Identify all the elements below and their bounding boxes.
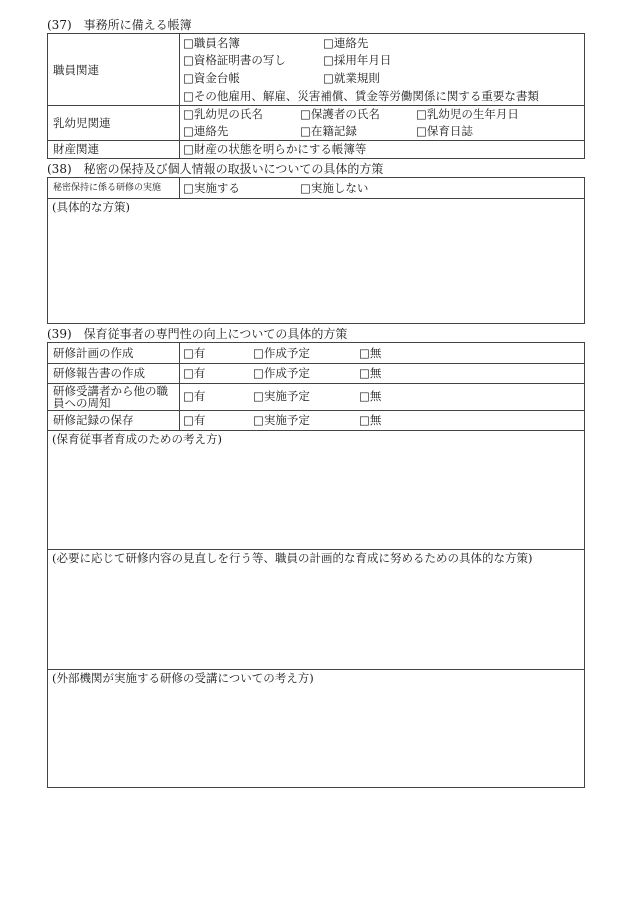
section-39-title: 保育従事者の専門性の向上についての具体的方策 — [83, 327, 348, 341]
checkbox-report-no[interactable]: □無 — [359, 366, 382, 380]
checkbox-enrollment-record[interactable]: □在籍記録 — [300, 124, 357, 138]
external-training-label: (外部機関が実施する研修の受講についての考え方) — [52, 671, 314, 685]
section-39-table — [47, 342, 585, 788]
section-39-heading — [47, 327, 347, 341]
checkbox-sharing-yes[interactable]: □有 — [183, 389, 206, 403]
section-38-table — [47, 177, 585, 324]
section-37-heading — [47, 18, 192, 32]
checkbox-record-yes[interactable]: □有 — [183, 413, 206, 427]
checkbox-sharing-no[interactable]: □無 — [359, 389, 382, 403]
checkbox-child-name[interactable]: □乳幼児の氏名 — [183, 107, 263, 121]
section-38-title: 秘密の保持及び個人情報の取扱いについての具体的方策 — [83, 162, 384, 176]
section-37-table — [47, 33, 585, 159]
checkbox-staff-hire-date[interactable]: □採用年月日 — [323, 53, 392, 67]
checkbox-not-implement[interactable]: □実施しない — [300, 181, 369, 195]
checkbox-record-planned[interactable]: □実施予定 — [253, 413, 310, 427]
section-37-title: 事務所に備える帳簿 — [83, 18, 192, 32]
asset-label: 財産関連 — [53, 142, 99, 156]
confidentiality-training-label: 秘密保持に係る研修の実施 — [53, 183, 162, 193]
checkbox-staff-rules[interactable]: □就業規則 — [323, 71, 380, 85]
section-38-number: (38) — [47, 162, 72, 176]
checkbox-guardian-name[interactable]: □保護者の氏名 — [300, 107, 380, 121]
checkbox-child-birthdate[interactable]: □乳幼児の生年月日 — [416, 107, 519, 121]
checkbox-record-no[interactable]: □無 — [359, 413, 382, 427]
training-record-label: 研修記録の保存 — [53, 413, 134, 427]
checkbox-plan-yes[interactable]: □有 — [183, 346, 206, 360]
checkbox-implement[interactable]: □実施する — [183, 181, 240, 195]
checkbox-sharing-planned[interactable]: □実施予定 — [253, 389, 310, 403]
checkbox-staff-roster[interactable]: □職員名簿 — [183, 36, 240, 50]
training-plan-label: 研修計画の作成 — [53, 346, 134, 360]
staff-development-label: (保育従事者育成のための考え方) — [52, 432, 222, 446]
staff-label: 職員関連 — [53, 63, 99, 77]
checkbox-childcare-diary[interactable]: □保育日誌 — [416, 124, 473, 138]
checkbox-child-contact[interactable]: □連絡先 — [183, 124, 229, 138]
checkbox-staff-contact[interactable]: □連絡先 — [323, 36, 369, 50]
checkbox-plan-no[interactable]: □無 — [359, 346, 382, 360]
checkbox-staff-ledger[interactable]: □資金台帳 — [183, 71, 240, 85]
training-sharing-label: 研修受講者から他の職員への周知 — [53, 384, 168, 410]
checkbox-report-yes[interactable]: □有 — [183, 366, 206, 380]
training-review-label: (必要に応じて研修内容の見直しを行う等、職員の計画的な育成に努めるための具体的な方策) — [52, 551, 533, 565]
checkbox-staff-qualification[interactable]: □資格証明書の写し — [183, 53, 286, 67]
training-report-label: 研修報告書の作成 — [53, 366, 145, 380]
checkbox-report-planned[interactable]: □作成予定 — [253, 366, 310, 380]
checkbox-plan-planned[interactable]: □作成予定 — [253, 346, 310, 360]
specific-measures-label: (具体的な方策) — [52, 200, 130, 214]
child-label: 乳幼児関連 — [53, 116, 111, 130]
section-39-number: (39) — [47, 327, 72, 341]
section-38-heading — [47, 162, 383, 176]
checkbox-asset-ledger[interactable]: □財産の状態を明らかにする帳簿等 — [183, 142, 367, 156]
section-37-number: (37) — [47, 18, 72, 32]
checkbox-staff-other[interactable]: □その他雇用、解雇、災害補償、賃金等労働関係に関する重要な書類 — [183, 89, 539, 103]
